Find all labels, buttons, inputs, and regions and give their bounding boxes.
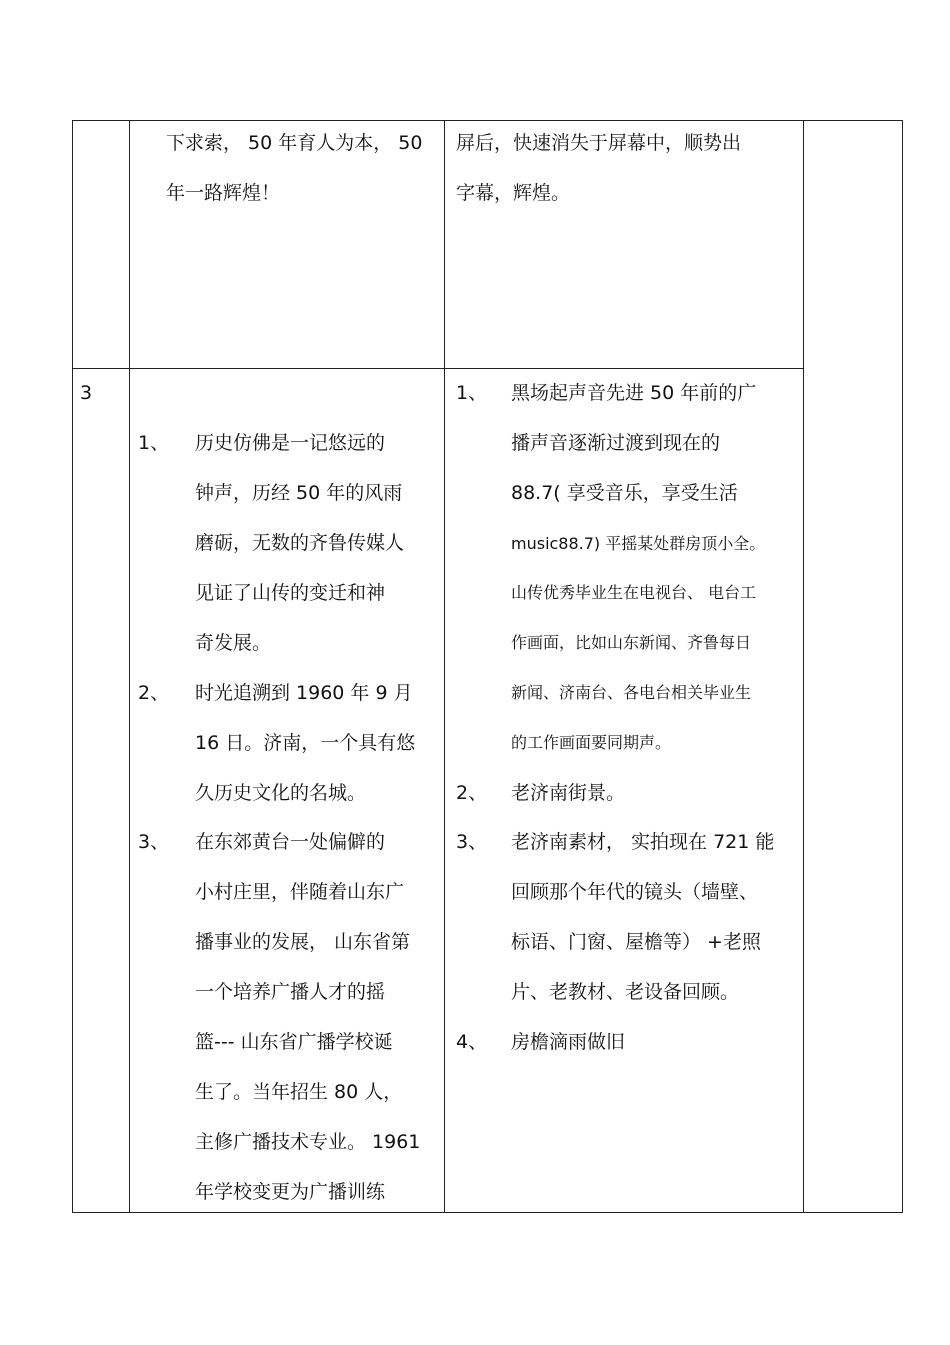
- narration-text-line: 16 日。济南，一个具有悠: [195, 732, 416, 754]
- narration-text-line: 生了。当年招生 80 人，: [195, 1081, 403, 1103]
- narration-text-line: 见证了山传的变迁和神: [195, 582, 386, 604]
- narration-text-line: 年学校变更为广播训练: [195, 1181, 386, 1203]
- column-divider-3: [803, 120, 804, 1213]
- table-right-border: [902, 120, 903, 1213]
- item-number: 2、: [138, 682, 170, 704]
- column-divider-1: [129, 120, 130, 1213]
- visual-text-line: 标语、门窗、屋檐等） +老照: [511, 931, 761, 953]
- table-bottom-border: [72, 1212, 903, 1213]
- visual-small-text-line: 山传优秀毕业生在电视台、 电台工: [511, 583, 757, 602]
- narration-text-line: 主修广播技术专业。 1961: [195, 1131, 421, 1153]
- narration-text-line: 久历史文化的名城。: [195, 782, 367, 804]
- visual-text-line: 屏后，快速消失于屏幕中，顺势出: [456, 132, 742, 154]
- visual-text-line: 老济南街景。: [511, 782, 626, 804]
- table-top-border: [72, 120, 903, 121]
- visual-text-line: 老济南素材， 实拍现在 721 能: [511, 831, 775, 853]
- visual-text-line: 播声音逐渐过渡到现在的: [511, 432, 721, 454]
- narration-text-line: 年一路辉煌！: [166, 182, 281, 204]
- visual-text-line: 房檐滴雨做旧: [511, 1031, 626, 1053]
- visual-text-line: 回顾那个年代的镜头（墙壁、: [511, 881, 759, 903]
- item-number: 3、: [138, 831, 170, 853]
- visual-text-line: 黑场起声音先进 50 年前的广: [511, 382, 757, 404]
- narration-text-line: 篮--- 山东省广播学校诞: [195, 1031, 393, 1053]
- column-divider-2: [444, 120, 445, 1213]
- narration-text-line: 奇发展。: [195, 632, 272, 654]
- narration-text-line: 磨砺，无数的齐鲁传媒人: [195, 532, 405, 554]
- visual-small-text-line: 的工作画面要同期声。: [511, 733, 672, 752]
- narration-text-line: 播事业的发展， 山东省第: [195, 931, 411, 953]
- visual-text-line: 88.7( 享受音乐，享受生活: [511, 482, 738, 504]
- row-divider: [72, 368, 803, 369]
- item-number: 3、: [456, 831, 488, 853]
- item-number: 1、: [456, 382, 488, 404]
- visual-text-line: 字幕，辉煌。: [456, 182, 571, 204]
- visual-small-text-line: 作画面，比如山东新闻、齐鲁每日: [511, 633, 752, 652]
- item-number: 2、: [456, 782, 488, 804]
- row-index: 3: [80, 382, 93, 404]
- narration-text-line: 历史仿佛是一记悠远的: [195, 432, 386, 454]
- narration-text-line: 时光追溯到 1960 年 9 月: [195, 682, 413, 704]
- visual-small-text-line: 新闻、济南台、各电台相关毕业生: [511, 683, 752, 702]
- narration-text-line: 下求索， 50 年育人为本， 50: [166, 132, 423, 154]
- item-number: 1、: [138, 432, 170, 454]
- narration-text-line: 钟声，历经 50 年的风雨: [195, 482, 403, 504]
- table-left-border: [72, 120, 73, 1213]
- visual-small-text-line: music88.7) 平摇某处群房顶小全。: [511, 534, 766, 553]
- narration-text-line: 小村庄里，伴随着山东广: [195, 881, 405, 903]
- item-number: 4、: [456, 1031, 488, 1053]
- narration-text-line: 在东郊黄台一处偏僻的: [195, 831, 386, 853]
- visual-text-line: 片、老教材、老设备回顾。: [511, 981, 740, 1003]
- narration-text-line: 一个培养广播人才的摇: [195, 981, 386, 1003]
